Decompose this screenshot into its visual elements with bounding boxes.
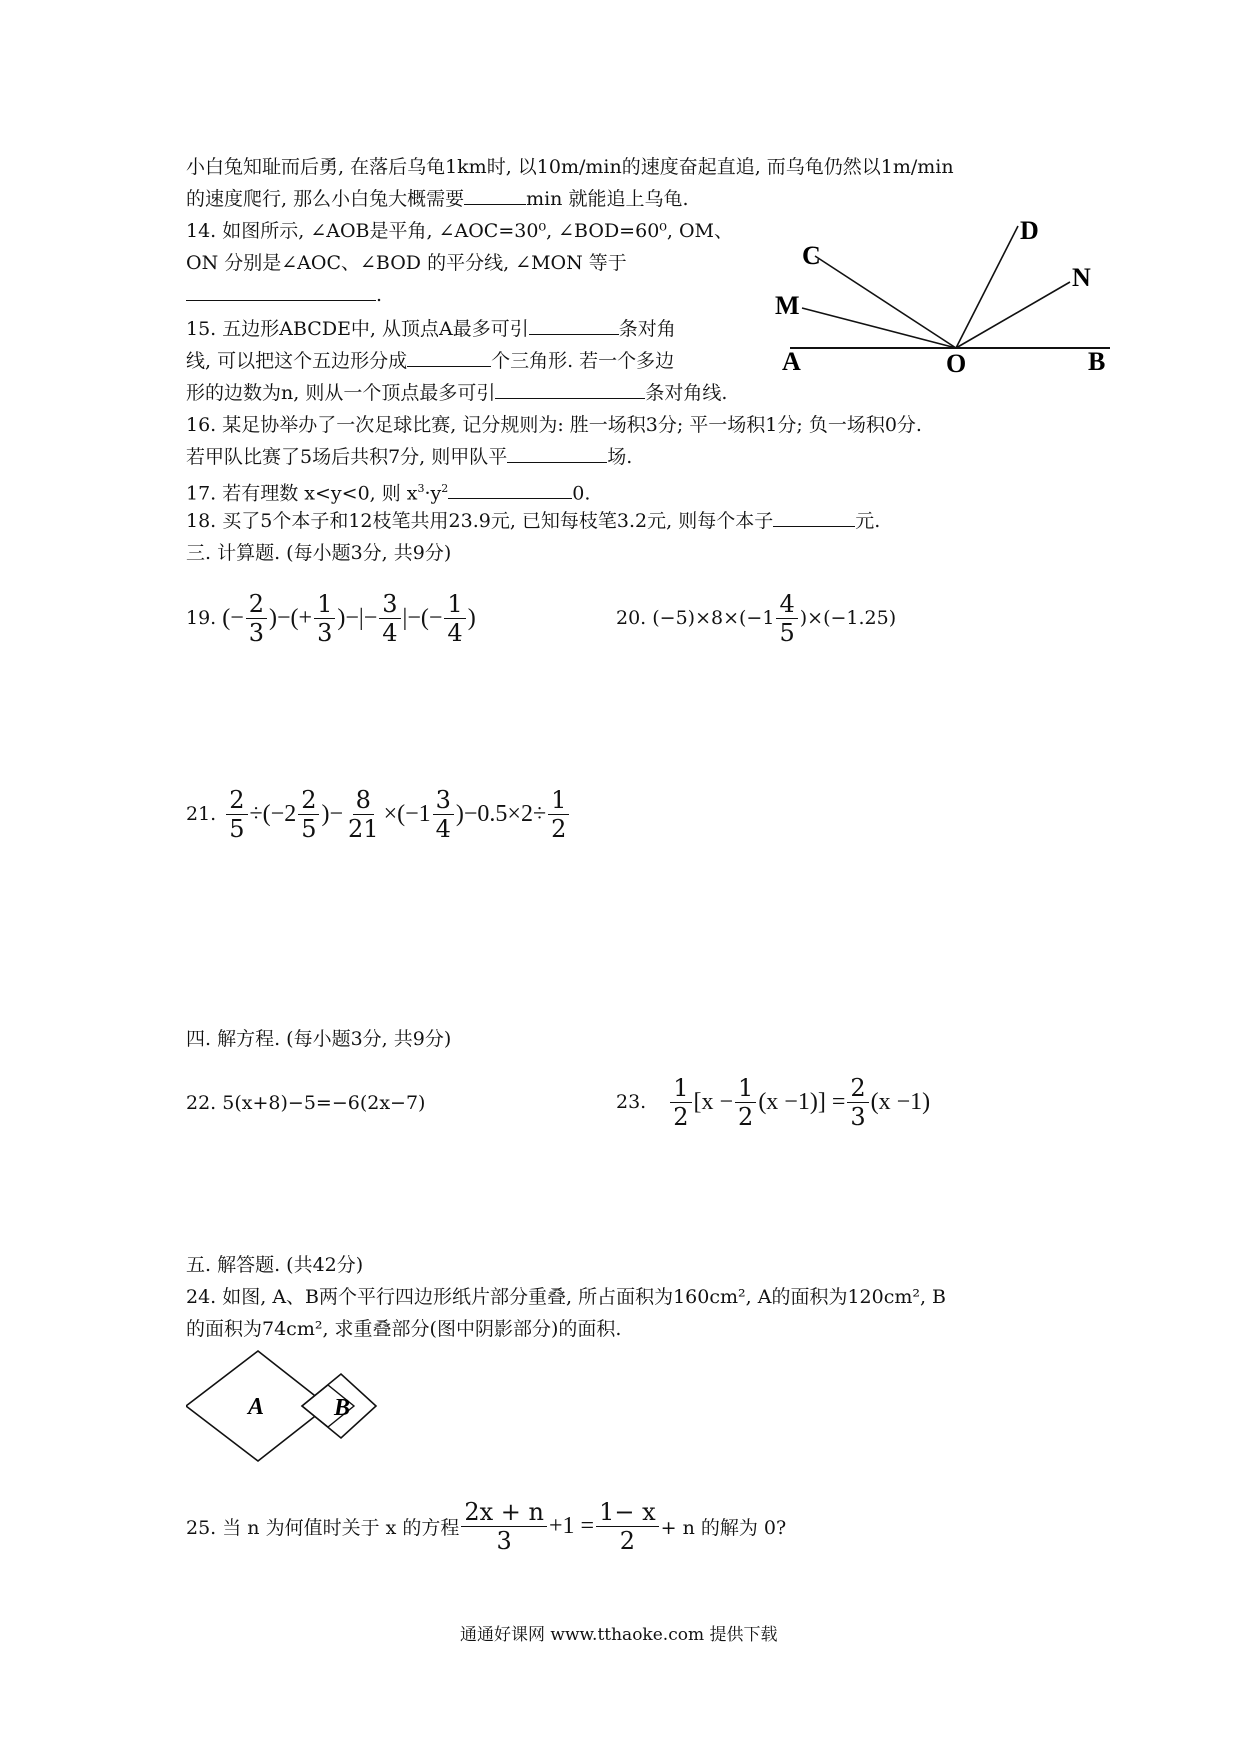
answer-blank [464, 184, 526, 205]
math-symbol: [x − [693, 1088, 734, 1115]
problem-25-text: 25. 当 n 为何值时关于 x 的方程 [186, 1516, 460, 1539]
problem-number: 23. [616, 1091, 647, 1113]
math-symbol: ×(−1 [383, 800, 431, 827]
answer-blank [507, 442, 607, 463]
math-symbol: (− [222, 604, 244, 631]
numerator: 3 [379, 590, 400, 619]
problem-16-text: 场. [607, 446, 633, 468]
fraction [246, 590, 267, 647]
numerator: 2 [847, 1074, 868, 1103]
problem-22: 22. 5(x+8)−5=−6(2x−7) [186, 1092, 426, 1114]
denominator: 3 [317, 618, 333, 647]
problem-23 [616, 1070, 930, 1134]
label-O: O [946, 349, 967, 378]
problem-17-text: 0. [572, 482, 591, 505]
fraction [444, 590, 465, 647]
fraction [379, 590, 400, 647]
answer-blank [407, 346, 491, 367]
numerator: 4 [776, 590, 797, 619]
section-5-heading: 五. 解答题. (共42分) [186, 1254, 364, 1276]
denominator: 4 [435, 814, 451, 843]
numerator: 2 [298, 786, 319, 815]
math-symbol: )−(+ [269, 604, 313, 631]
denominator: 21 [348, 814, 379, 843]
problem-17 [186, 474, 590, 508]
math-symbol: ) [467, 604, 476, 631]
math-symbol: )−|− [337, 604, 378, 631]
fraction [548, 786, 569, 843]
problem-15-line-3 [186, 378, 727, 408]
problem-25 [186, 1494, 786, 1558]
fraction [670, 1074, 691, 1131]
numerator: 8 [353, 786, 374, 815]
problem-18-text: 18. 买了5个本子和12枝笔共用23.9元, 已知每枝笔3.2元, 则每个本子 [186, 510, 774, 532]
numerator: 1 [548, 786, 569, 815]
problem-20-text: 20. (−5)×8×(−1 [616, 607, 775, 629]
denominator: 3 [248, 618, 265, 647]
answer-blank [186, 280, 376, 301]
label-B: B [334, 1395, 351, 1421]
denominator: 4 [447, 618, 463, 647]
exponent: 2 [441, 482, 449, 495]
problem-number: 19. [186, 607, 217, 629]
problem-21 [186, 782, 571, 846]
math-symbol: )− [321, 800, 344, 827]
denominator: 4 [382, 618, 398, 647]
problem-15-line-2 [186, 346, 674, 376]
problem-19 [186, 586, 476, 650]
denominator: 3 [496, 1526, 512, 1555]
problem-24-line-1: 24. 如图, A、B两个平行四边形纸片部分重叠, 所占面积为160cm², A的面积为120cm², B [186, 1286, 947, 1308]
fraction [433, 786, 454, 843]
denominator: 3 [850, 1102, 866, 1131]
numerator: 1 [670, 1074, 691, 1103]
problem-16-line-1: 16. 某足协举办了一次足球比赛, 记分规则为: 胜一场积3分; 平一场积1分; 负一场积0分. [186, 414, 922, 436]
fraction [596, 1498, 659, 1555]
label-D: D [1020, 216, 1039, 245]
fraction [847, 1074, 868, 1131]
footer-text: 通通好课网 www.tthaoke.com 提供下载 [460, 1625, 778, 1645]
problem-14-line-1: 14. 如图所示, ∠AOB是平角, ∠AOC=30⁰, ∠BOD=60⁰, OM、 [186, 220, 734, 242]
denominator: 5 [301, 814, 317, 843]
problem-13-line-1: 小白兔知耻而后勇, 在落后乌龟1km时, 以10m/min的速度奋起直追, 而乌龟仍然以1m/min [186, 156, 954, 178]
problem-15-text: 15. 五边形ABCDE中, 从顶点A最多可引 [186, 318, 529, 340]
problem-25-text: + n 的解为 0? [660, 1516, 787, 1539]
numerator: 2 [226, 786, 247, 815]
numerator: 1 [314, 590, 335, 619]
answer-blank [448, 478, 572, 499]
problem-number: 21. [186, 803, 217, 825]
problem-16-text: 若甲队比赛了5场后共积7分, 则甲队平 [186, 446, 508, 468]
problem-15-text: 条对角线. [645, 382, 728, 404]
fraction [298, 786, 319, 843]
problem-17-text: ·y [424, 482, 442, 505]
problem-15-text: 形的边数为n, 则从一个顶点最多可引 [186, 382, 496, 404]
period: . [376, 284, 383, 306]
denominator: 2 [619, 1526, 635, 1555]
numerator: 1 [444, 590, 465, 619]
fraction [735, 1074, 756, 1131]
label-C: C [802, 241, 821, 270]
answer-blank [495, 378, 645, 399]
math-symbol: (x −1) [870, 1088, 931, 1115]
math-symbol: +1 = [549, 1512, 595, 1539]
fraction [345, 786, 382, 843]
problem-15-text: 线, 可以把这个五边形分成 [186, 350, 408, 372]
math-symbol: |−(− [402, 604, 443, 631]
problem-14-line-2: ON 分别是∠AOC、∠BOD 的平分线, ∠MON 等于 [186, 252, 627, 274]
label-N: N [1072, 263, 1091, 292]
numerator: 2x + n [461, 1498, 547, 1527]
answer-blank [529, 314, 619, 335]
problem-13-text-end: min 就能追上乌龟. [526, 188, 689, 210]
fraction [776, 590, 797, 647]
problem-13-text: 的速度爬行, 那么小白兔大概需要 [186, 188, 465, 210]
denominator: 5 [229, 814, 245, 843]
numerator: 3 [433, 786, 454, 815]
section-3-heading: 三. 计算题. (每小题3分, 共9分) [186, 542, 452, 564]
problem-15-text: 个三角形. 若一个多边 [491, 350, 675, 372]
fraction [314, 590, 335, 647]
problem-20 [616, 586, 896, 650]
math-symbol: ÷(−2 [249, 800, 297, 827]
answer-blank [773, 506, 855, 527]
denominator: 2 [738, 1102, 754, 1131]
problem-13-line-2 [186, 184, 689, 214]
problem-15-text: 条对角 [618, 318, 676, 340]
denominator: 2 [551, 814, 567, 843]
problem-20-text: )×(−1.25) [799, 607, 897, 629]
label-M: M [775, 291, 800, 320]
fraction [226, 786, 247, 843]
math-symbol: )−0.5×2÷ [455, 800, 547, 827]
math-symbol: (x −1)] = [758, 1088, 846, 1115]
problem-14-line-3 [186, 280, 382, 310]
problem-15-line-1 [186, 314, 676, 344]
problem-24-line-2: 的面积为74cm², 求重叠部分(图中阴影部分)的面积. [186, 1318, 622, 1340]
angle-figure [770, 210, 1115, 380]
fraction [461, 1498, 547, 1555]
problem-18-text: 元. [855, 510, 881, 532]
ray-OC [815, 256, 956, 348]
problem-16-line-2 [186, 442, 632, 472]
section-4-heading: 四. 解方程. (每小题3分, 共9分) [186, 1028, 452, 1050]
numerator: 2 [246, 590, 267, 619]
label-B: B [1088, 347, 1106, 376]
parallelogram-figure [186, 1348, 386, 1468]
exponent: 3 [417, 482, 425, 495]
label-A: A [248, 1394, 265, 1420]
numerator: 1 [735, 1074, 756, 1103]
problem-18 [186, 506, 880, 536]
numerator: 1− x [596, 1498, 659, 1527]
ray-OM [802, 308, 956, 348]
denominator: 5 [779, 618, 795, 647]
problem-17-text: 17. 若有理数 x<y<0, 则 x [186, 482, 418, 505]
label-A: A [782, 347, 801, 376]
denominator: 2 [673, 1102, 689, 1131]
